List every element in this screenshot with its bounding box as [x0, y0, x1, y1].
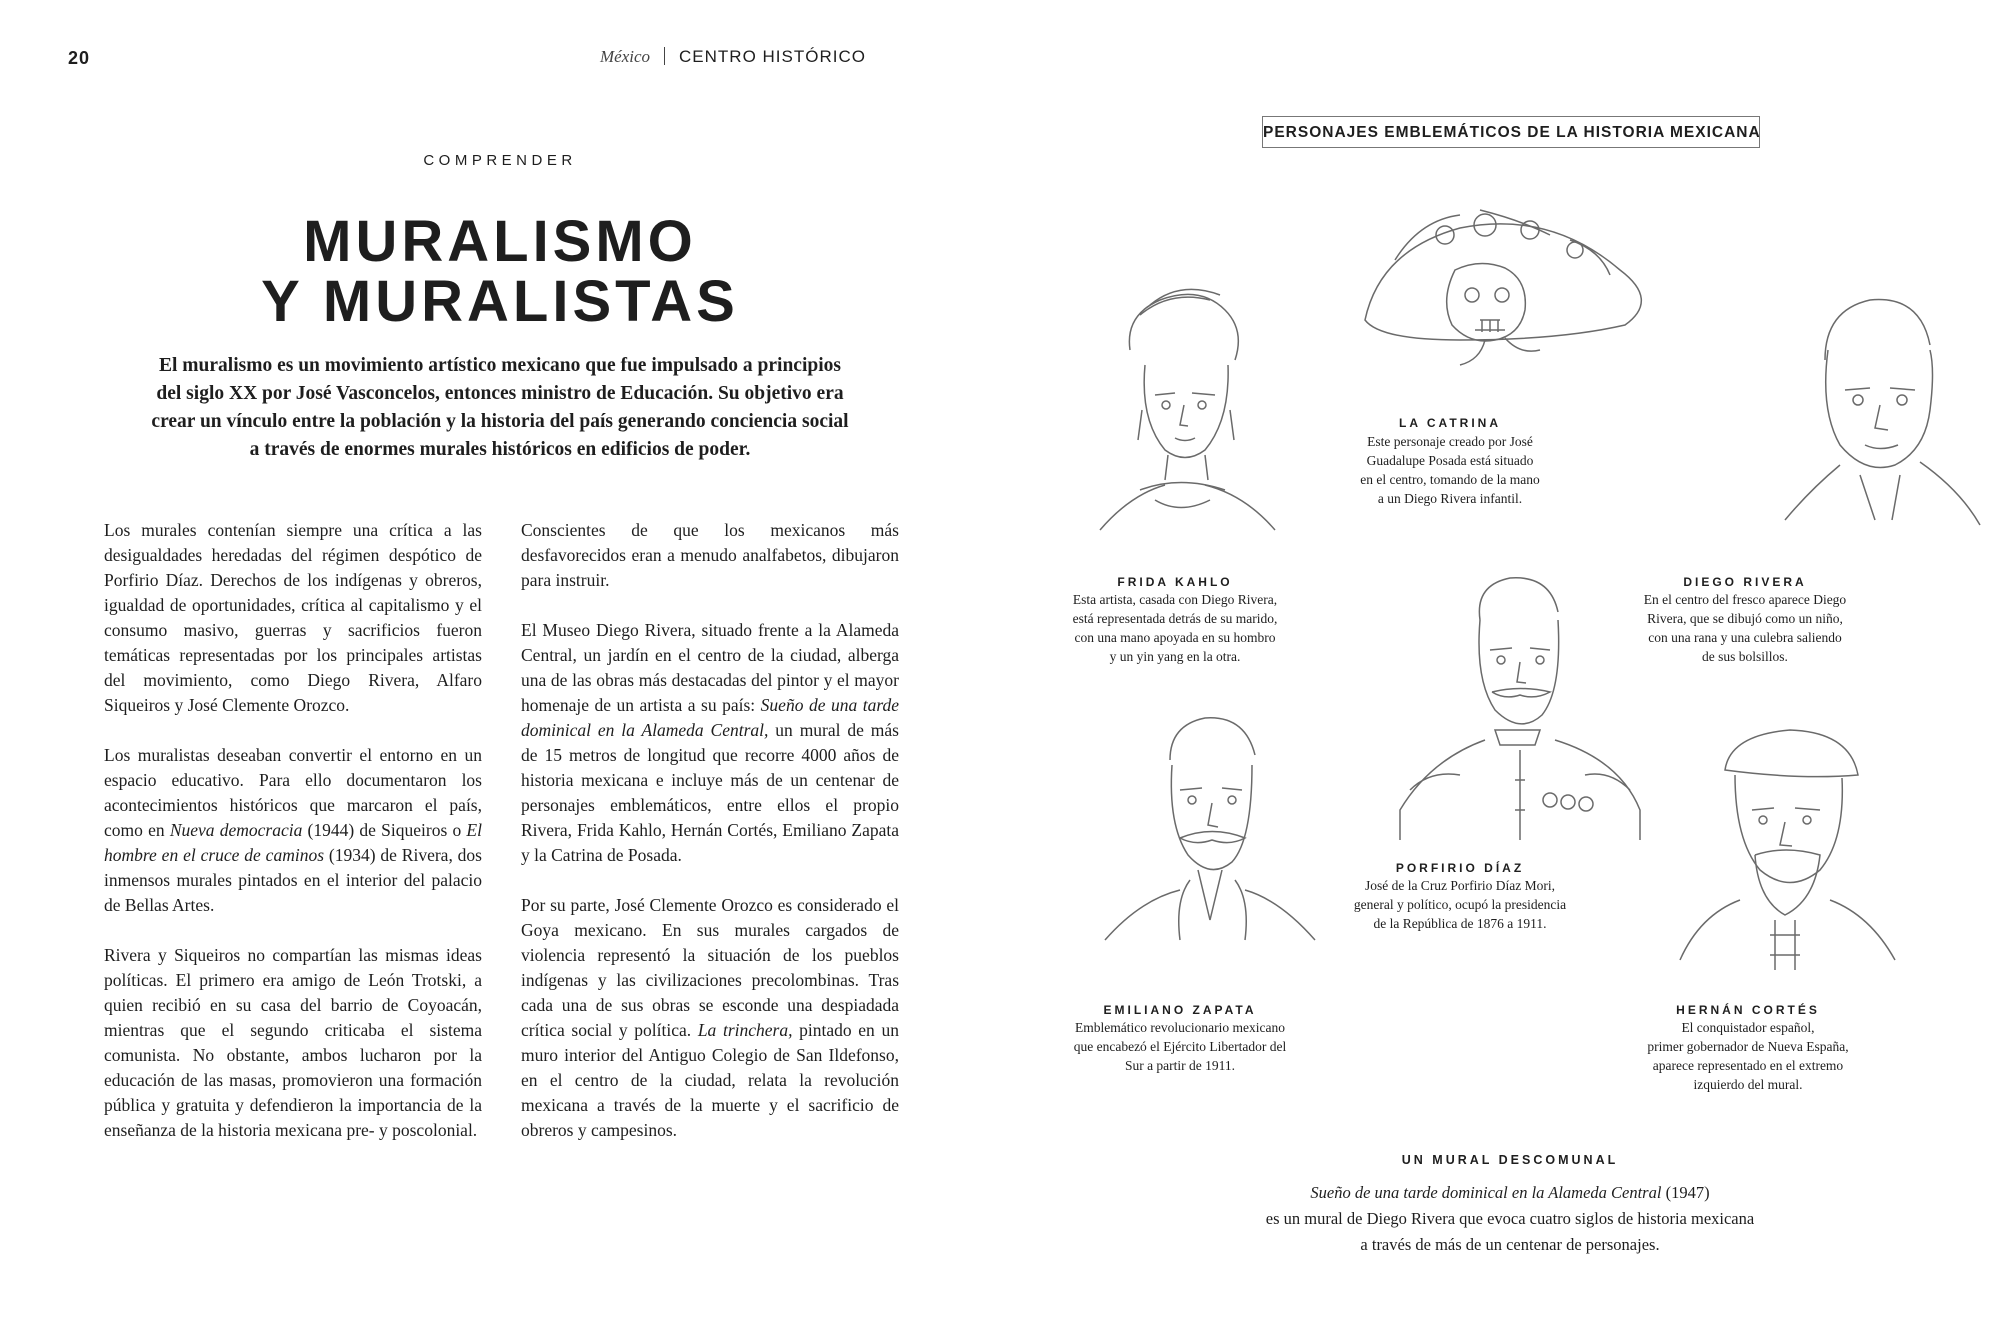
- body-paragraph: [521, 618, 899, 868]
- caption-line: Este personaje creado por José: [1367, 434, 1533, 449]
- body-paragraph: Los murales contenían siempre una crítica a las desigualdades heredadas del régimen despótico de Porfirio Díaz. Derechos de los indígenas y obreros, igualdad de oportunidades, crítica al capitalismo y el consumo masivo, guerras y sacrificios fueron temáticas representadas por los principales artistas del movimiento, como Diego Rivera, Alfaro Siqueiros y José Clemente Orozco.: [104, 520, 482, 715]
- body-text: El Museo Diego Rivera, situado frente a la Alameda Central, un jardín en el centro de la ciudad, alberga una de las obras más destacadas del pintor y el mayor homenaje de un artista a su país:: [521, 620, 899, 715]
- mural-line: es un mural de Diego Rivera que evoca cuatro siglos de historia mexicana: [1265, 1209, 1755, 1228]
- caption-line: Sur a partir de 1911.: [1124, 1058, 1236, 1073]
- running-head-section: CENTRO HISTÓRICO: [679, 47, 866, 66]
- caption-line: y un yin yang en la otra.: [1109, 649, 1241, 664]
- running-head: [600, 47, 1060, 67]
- caption-line: primer gobernador de Nueva España,: [1647, 1039, 1849, 1054]
- lead-line: a través de enormes murales históricos en edificios de poder.: [249, 439, 751, 460]
- page-number: 20: [68, 48, 91, 68]
- body-paragraph: Conscientes de que los mexicanos más desfavorecidos eran a menudo analfabetos, dibujaron para instruir.: [521, 520, 899, 590]
- page-title: [150, 209, 850, 334]
- artwork-title: La trinchera,: [697, 1020, 793, 1040]
- zapata-portrait: [1105, 718, 1315, 940]
- artwork-title: El hombre en el cruce de caminos: [104, 820, 482, 865]
- caption-line: a un Diego Rivera infantil.: [1377, 491, 1523, 506]
- diego-caption: [1595, 590, 1895, 666]
- body-paragraph: [104, 743, 482, 918]
- mural-description: [1170, 1180, 1850, 1258]
- body-column-left: [104, 518, 482, 1168]
- lead-line: crear un vínculo entre la población y la historia del país generando conciencia social: [151, 411, 849, 432]
- cortes-name: HERNÁN CORTÉS: [1676, 1003, 1820, 1017]
- frida-name: FRIDA KAHLO: [1117, 575, 1233, 589]
- cortes-portrait: [1680, 730, 1895, 970]
- caption-line: de la República de 1876 a 1911.: [1373, 916, 1547, 931]
- body-column-right: [521, 518, 899, 1168]
- body-text: (1934) de Rivera, dos inmensos murales pintados en el interior del palacio de Bellas Artes.: [104, 845, 482, 915]
- cortes-caption: [1598, 1018, 1898, 1094]
- body-text: pintado en un muro interior del Antiguo Colegio de San Ildefonso, en el centro de la ciudad, relata la revolución mexicana a través de la muerte y el sacrificio de obreros y campesinos.: [521, 1020, 899, 1140]
- running-head-country: México: [600, 47, 651, 66]
- page-title-line-1: MURALISMO: [303, 209, 697, 274]
- zapata-name: EMILIANO ZAPATA: [1103, 1003, 1257, 1017]
- body-text: (1944) de Siqueiros o: [302, 820, 467, 840]
- illustration-banner: PERSONAJES EMBLEMÁTICOS DE LA HISTORIA MEXICANA: [1262, 116, 1760, 148]
- caption-line: con una rana y una culebra saliendo: [1648, 630, 1842, 645]
- body-text: Por su parte, José Clemente Orozco es considerado el Goya mexicano. En sus murales cargados de violencia representó la situación de los pueblos indígenas y las civilizaciones precolombinas. Tras cada una de sus obras se esconde una despiadada crítica social y política.: [521, 895, 899, 1040]
- frida-portrait: [1100, 289, 1275, 530]
- mural-heading: UN MURAL DESCOMUNAL: [1401, 1153, 1619, 1167]
- mural-year: (1947): [1661, 1183, 1710, 1202]
- caption-line: que encabezó el Ejército Libertador del: [1073, 1039, 1287, 1054]
- caption-line: Rivera, que se dibujó como un niño,: [1647, 611, 1843, 626]
- lead-line: El muralismo es un movimiento artístico mexicano que fue impulsado a principios: [159, 355, 841, 376]
- catrina-name: LA CATRINA: [1399, 416, 1501, 430]
- caption-line: Emblemático revolucionario mexicano: [1075, 1020, 1285, 1035]
- caption-line: de sus bolsillos.: [1702, 649, 1788, 664]
- frida-caption: [1025, 590, 1325, 666]
- body-text: un mural de más de 15 metros de longitud que recorre 4000 años de historia mexicana e incluye más de un centenar de personajes emblemáticos, entre ellos el propio Rivera, Frida Kahlo, Hernán Cortés, Emiliano Zapata y la Catrina de Posada.: [521, 720, 899, 865]
- page-title-line-2: Y MURALISTAS: [261, 269, 739, 334]
- zapata-caption: [1020, 1018, 1340, 1075]
- running-head-divider: [664, 47, 665, 65]
- caption-line: aparece representado en el extremo: [1652, 1058, 1844, 1073]
- caption-line: general y político, ocupó la presidencia: [1353, 897, 1567, 912]
- caption-line: El conquistador español,: [1681, 1020, 1815, 1035]
- catrina-portrait: [1365, 210, 1641, 365]
- diego-name: DIEGO RIVERA: [1683, 575, 1807, 589]
- artwork-title: Nueva democracia: [169, 820, 303, 840]
- lead-paragraph: [130, 352, 870, 464]
- catrina-caption: [1300, 432, 1600, 508]
- body-paragraph: [521, 893, 899, 1143]
- lead-line: del siglo XX por José Vasconcelos, entonces ministro de Educación. Su objetivo era: [156, 383, 844, 404]
- section-kicker: COMPRENDER: [423, 152, 577, 169]
- artwork-title: Sueño de una tarde dominical en la Alameda Central,: [521, 695, 899, 740]
- caption-line: Esta artista, casada con Diego Rivera,: [1072, 592, 1278, 607]
- caption-line: En el centro del fresco aparece Diego: [1643, 592, 1847, 607]
- caption-line: José de la Cruz Porfirio Díaz Mori,: [1364, 878, 1556, 893]
- mural-line: [1170, 1180, 1850, 1206]
- diego-portrait: [1785, 300, 1980, 525]
- caption-line: izquierdo del mural.: [1693, 1077, 1803, 1092]
- caption-line: en el centro, tomando de la mano: [1360, 472, 1540, 487]
- body-paragraph: Rivera y Siqueiros no compartían las mismas ideas políticas. El primero era amigo de León Trotski, a quien recibió en su casa del barrio de Coyoacán, mientras que el segundo criticaba el sistema comunista. No obstante, ambos lucharon por la educación de las masas, promovieron una formación pública y gratuita y defendieron la importancia de la enseñanza de la historia mexicana pre- y poscolonial.: [104, 945, 482, 1140]
- body-text: Los muralistas deseaban convertir el entorno en un espacio educativo. Para ello documentaron los acontecimientos históricos que marcaron el país, como en: [104, 745, 482, 840]
- caption-line: con una mano apoyada en su hombro: [1074, 630, 1276, 645]
- caption-line: está representada detrás de su marido,: [1072, 611, 1278, 626]
- mural-line: a través de más de un centenar de personajes.: [1360, 1235, 1660, 1254]
- porfirio-caption: [1300, 876, 1620, 933]
- porfirio-name: PORFIRIO DÍAZ: [1395, 861, 1525, 875]
- mural-title: Sueño de una tarde dominical en la Alameda Central: [1310, 1183, 1662, 1202]
- caption-line: Guadalupe Posada está situado: [1366, 453, 1534, 468]
